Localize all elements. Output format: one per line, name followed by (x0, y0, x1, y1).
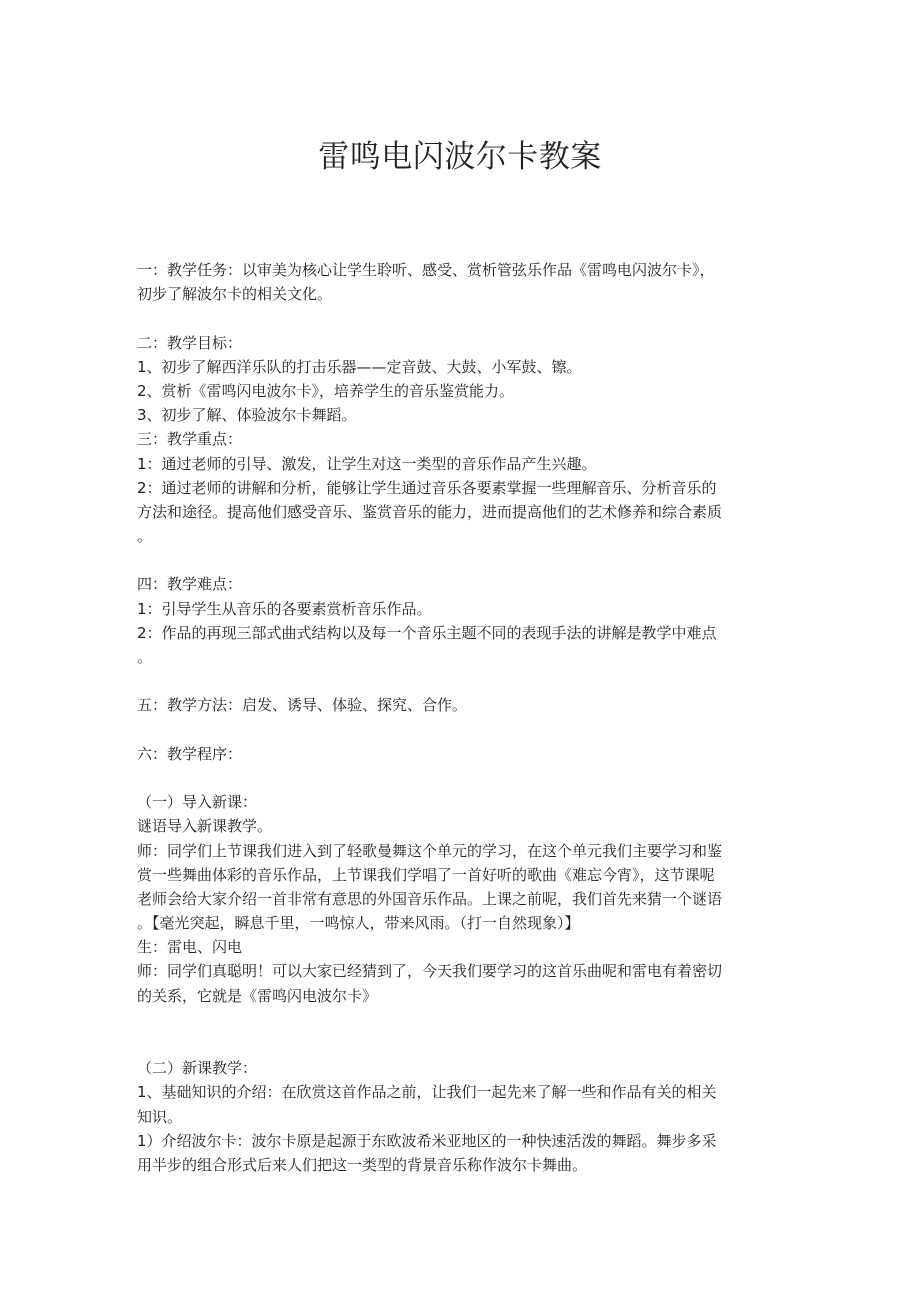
section-heading: 六：教学程序： (137, 744, 243, 763)
paragraph-line: 谜语导入新课教学。 (137, 817, 273, 836)
list-item: 2、赏析《雷鸣闪电波尔卡》，培养学生的音乐鉴赏能力。 (137, 381, 515, 400)
section-procedure (137, 742, 785, 1177)
section-heading: 四：教学难点： (137, 575, 243, 594)
list-item: 3、初步了解、体验波尔卡舞蹈。 (137, 406, 357, 425)
paragraph-line: 师：同学们真聪明！可以大家已经猜到了，今天我们要学习的这首乐曲呢和雷电有着密切 (137, 962, 723, 981)
paragraph-line: 一：教学任务：以审美为核心让学生聆听、感受、赏析管弦乐作品《雷鸣电闪波尔卡》， (137, 261, 715, 279)
paragraph-line: 2：作品的再现三部式曲式结构以及每一个音乐主题不同的表现手法的讲解是教学中难点 (137, 623, 717, 642)
spacer (137, 306, 785, 330)
paragraph-line: 五：教学方法：启发、诱导、体验、探究、合作。 (137, 696, 468, 715)
paragraph-line: 师：同学们上节课我们进入到了轻歌曼舞这个单元的学习，在这个单元我们主要学习和鉴 (137, 841, 723, 860)
paragraph-line: 。 (137, 527, 153, 546)
document-title: 雷鸣电闪波尔卡教案 (318, 139, 602, 175)
paragraph-line: 1）介绍波尔卡：波尔卡原是起源于东欧波希米亚地区的一种快速活泼的舞蹈。舞步多采 (137, 1131, 717, 1150)
spacer (137, 1008, 785, 1032)
paragraph-line: 用半步的组合形式后来人们把这一类型的背景音乐称作波尔卡舞曲。 (137, 1155, 588, 1174)
spacer (137, 1032, 785, 1056)
paragraph-line: 1：引导学生从音乐的各要素赏析音乐作品。 (137, 599, 432, 618)
procedure-part-intro (137, 790, 785, 1008)
section-key-points (137, 427, 785, 548)
section-task (137, 258, 785, 306)
paragraph-line: 2：通过老师的讲解和分析，能够让学生通过音乐各要素掌握一些理解音乐、分析音乐的 (137, 478, 717, 497)
paragraph-line: 。 (137, 648, 153, 666)
subsection-heading: （二）新课教学： (137, 1059, 258, 1078)
spacer (137, 766, 785, 790)
paragraph-line: 。【毫光突起，瞬息千里，一鸣惊人，带来风雨。（打一自然现象）】 (137, 914, 580, 933)
spacer (137, 669, 785, 693)
paragraph-line: 赏一些舞曲体彩的音乐作品，上节课我们学唱了一首好听的歌曲《难忘今宵》，这节课呢 (137, 865, 715, 884)
document-body (137, 258, 785, 1177)
section-goals (137, 331, 785, 428)
paragraph-line: 1、基础知识的介绍：在欣赏这首作品之前，让我们一起先来了解一些和作品有关的相关 (137, 1083, 717, 1102)
paragraph-line: 知识。 (137, 1107, 183, 1126)
section-methods (137, 693, 785, 717)
spacer (137, 718, 785, 742)
paragraph-line: 方法和途径。提高他们感受音乐、鉴赏音乐的能力，进而提高他们的艺术修养和综合素质 (137, 502, 723, 521)
list-item: 1、初步了解西洋乐队的打击乐器——定音鼓、大鼓、小军鼓、镲。 (137, 357, 582, 376)
paragraph-line: 老师会给大家介绍一首非常有意思的外国音乐作品。上课之前呢，我们首先来猜一个谜语 (137, 889, 723, 908)
spacer (137, 548, 785, 572)
section-heading: 二：教学目标： (137, 333, 243, 352)
paragraph-line: 初步了解波尔卡的相关文化。 (137, 285, 333, 304)
section-heading: 三：教学重点： (137, 430, 243, 449)
section-difficulties (137, 572, 785, 669)
procedure-part-new-lesson (137, 1056, 785, 1177)
paragraph-line: 生：雷电、闪电 (137, 938, 243, 957)
paragraph-line: 的关系，它就是《雷鸣闪电波尔卡》 (137, 986, 378, 1005)
subsection-heading: （一）导入新课： (137, 793, 258, 812)
paragraph-line: 1：通过老师的引导、激发，让学生对这一类型的音乐作品产生兴趣。 (137, 454, 597, 473)
